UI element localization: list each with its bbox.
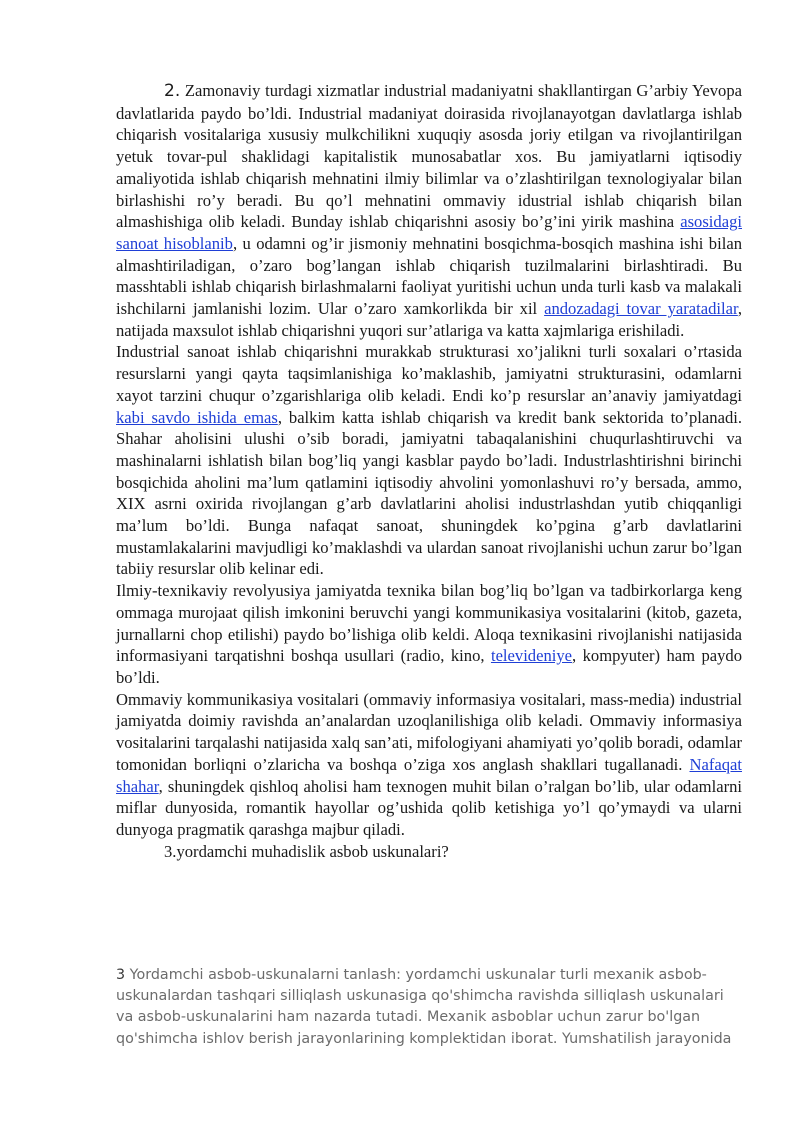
paragraph-text: Zamonaviy turdagi xizmatlar industrial madaniyatni shakllantirgan G’arbiy Yevopa davlatlarida paydo bo’ldi. Industrial madaniyat doirasida rivojlanayotgan davlatlarga ishlab chiqarish vositalariga xususiy mulkchilikni xuquqiy asosda joriy etilgan va rivojlantirilgan yetuk tovar-pul shaklidagi kapitalistik munosabatlar xos. Bu jamiyatlarni iqtisodiy amaliyotida ishlab chiqarish mehnatini ilmiy bilimlar va o’zlashtirilgan texnologiyalar bilan birlashishi ro’y beradi. Bu qo’l mehnatini ommaviy idustrial ishlab chiqarish bilan almashishiga olib keladi. Bunday ishlab chiqarishni asosiy bo’g’ini yirik mashina xyxy=(116,81,742,232)
document-body xyxy=(116,80,742,862)
link-andozadagi-tovar[interactable]: andozadagi tovar yaratadilar xyxy=(544,299,738,319)
link-televideniye[interactable]: televideniye xyxy=(490,646,573,666)
paragraph-text: , u odamni og’ir jismoniy mehnatini bosqichma-bosqich mashina ishi bilan almashtiriladigan, o’zaro bog’langan ishlab chiqarish tuzilmalarini birlashtiradi. Bu masshtabli ishlab chiqarish birlashmalarni faoliyat yuritishi uchun unda turli kasb va malakali ishchilarni jamlanishi lozim. Ular o’zaro xamkorlikda bir xil xyxy=(116,233,742,319)
link-kabi-savdo[interactable]: kabi savdo ishida emas xyxy=(116,407,278,427)
paragraph-text: Ilmiy-texnikaviy revolyusiya jamiyatda texnika bilan bog’liq bo’lgan va tadbirkorlarga keng ommaga murojaat qilish imkonini beruvchi yangi kommunikasiya vositalarini (kitob, gazeta, jurnallarni chop etilishi) paydo bo’lishiga olib keldi. Aloqa texnikasini rivojlanishi natijasida informasiyani tarqatishni boshqa usullari (radio, kino, xyxy=(116,581,742,666)
answer-text: Yordamchi asbob-uskunalarni tanlash: yordamchi uskunalar turli mexanik asbob-uskunalardan tashqari silliqlash uskunasiga qo'shimcha ravishda silliqlash uskunalari va asbob-uskunalarini ham nazarda tutadi. Mexanik asboblar uchun zarur bo'lgan qo'shimcha ishlov berish jarayonlarining komplektidan iborat. Yumshatilish jarayonida xyxy=(116,967,732,1047)
paragraph-industrial-culture xyxy=(116,80,742,341)
question-heading: 3.yordamchi muhadislik asbob uskunalari? xyxy=(164,841,449,861)
paragraph-industrial-structure xyxy=(116,341,742,580)
paragraph-text: Industrial sanoat ishlab chiqarishni murakkab strukturasi xo’jalikni turli soxalari o’rtasida resurslarni yangi qayta taqsimlanishiga ko’maklashib, jamiyatni strukturasini, odamlarni xayot tarzini chuqur o’zgarishlariga olib keladi. Endi ko’p resurslar an’anaviy jamiyatdagi xyxy=(116,342,742,405)
paragraph-text: Ommaviy kommunikasiya vositalari (ommaviy informasiya vositalari, mass-media) industrial jamiyatda doimiy ravishda an’analardan uzoqlanilishiga olib keladi. Ommaviy informasiya vositalarini tarqalashi natijasida xalq san’ati, mifologiyani ahamiyati yo’qolib boradi, odamlar tomonidan borliqni o’zlaricha va boshqa o’ziga xos anglash shakllari tugallanadi. xyxy=(116,689,742,774)
section-number: 2. xyxy=(164,81,181,101)
paragraph-text: , kompyuter) ham paydo bo’ldi. xyxy=(116,646,742,687)
paragraph-scientific-revolution xyxy=(116,580,742,689)
answer-number: 3 xyxy=(116,967,126,983)
link-asosidagi-sanoat[interactable]: asosidagi sanoat hisoblanib xyxy=(116,212,742,253)
link-nafaqat-shahar[interactable]: Nafaqat shahar xyxy=(116,754,742,796)
paragraph-text: , balkim katta ishlab chiqarish va kredit bank sektorida to’planadi. Shahar aholisini ulushi o’sib boradi, jamiyatni tabaqalanishini chuqurlashtiruvchi va mashinalarni ishlatish bilan bog’liq yangi kasblar paydo bo’ladi. Industrlashtirishni birinchi bosqichida aholini ma’lum qatlamini iqtisodiy ahvolini yomonlashuvi ro’y bersada, ammo, XIX asrni oxirida rivojlangan g’arb davlatlarini aholisi industrlashdan yutib chiqqanligi ma’lum bo’ldi. Bunga nafaqat sanoat, shuningdek ko’pgina g’arb davlatlarini mustamlakalarini mavjudligi ko’maklashdi va ulardan sanoat rivojlanishi uchun zarur bo’lgan tabiiy resurslar olib kelinar edi. xyxy=(116,407,742,579)
paragraph-mass-media xyxy=(116,689,742,841)
paragraph-text: , natijada maxsulot ishlab chiqarishni yuqori sur’atlariga va katta xajmlariga erishiladi. xyxy=(116,299,742,340)
answer-block xyxy=(116,965,742,1050)
paragraph-text: , shuningdek qishloq aholisi ham texnogen muhit bilan o’ralgan bo’lib, ular odamlarni miflar dunyosida, romantik hayollar og’ushida qolib ketishiga yo’l qo’ymaydi va ularni dunyoga pragmatik qarashga majbur qiladi. xyxy=(116,776,742,839)
